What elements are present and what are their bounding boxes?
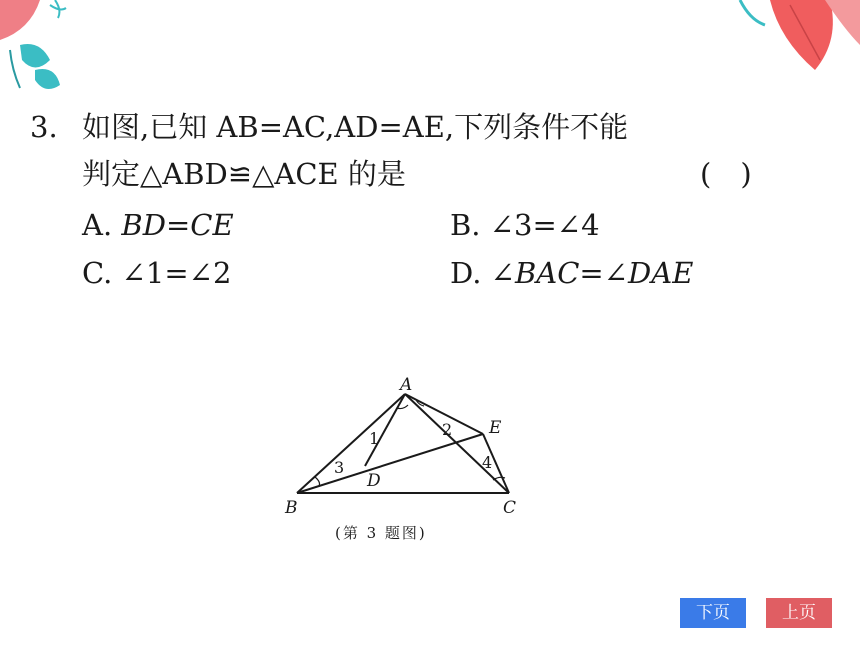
label-point-a: A <box>400 375 413 395</box>
option-b-text: ∠3=∠4 <box>489 208 600 242</box>
label-point-b: B <box>285 498 298 518</box>
label-angle-4: 4 <box>482 453 493 472</box>
leaf-decoration-top-right <box>730 0 860 75</box>
figure-caption: (第 3 题图) <box>335 524 427 542</box>
label-angle-2: 2 <box>442 420 453 439</box>
previous-page-button[interactable]: 上页 <box>766 598 832 628</box>
option-a-text: BD=CE <box>121 208 234 242</box>
segment-ab <box>297 394 405 493</box>
option-b <box>450 208 600 242</box>
segment-ac <box>405 394 509 493</box>
label-angle-3: 3 <box>334 458 345 477</box>
label-point-d: D <box>367 471 381 491</box>
answer-blank: ( ) <box>700 157 752 191</box>
option-c <box>82 256 231 290</box>
triangle-figure <box>275 372 535 522</box>
question-text-line1: 如图,已知 AB=AC,AD=AE,下列条件不能 <box>82 110 629 144</box>
label-angle-1: 1 <box>369 429 380 448</box>
segment-be <box>297 434 483 493</box>
option-b-letter: B. <box>450 208 481 242</box>
leaf-decoration-top-left <box>0 0 80 95</box>
next-page-button[interactable]: 下页 <box>680 598 746 628</box>
option-d-text: ∠BAC=∠DAE <box>490 256 694 290</box>
label-point-e: E <box>489 418 502 438</box>
question-text-line2: 判定△ABD≌△ACE 的是 <box>82 157 406 191</box>
label-point-c: C <box>503 498 517 518</box>
option-d-letter: D. <box>450 256 482 290</box>
option-a <box>82 208 234 242</box>
option-a-letter: A. <box>82 208 113 242</box>
option-d <box>450 256 693 290</box>
option-c-letter: C. <box>82 256 113 290</box>
option-c-text: ∠1=∠2 <box>121 256 232 290</box>
angle-arc-3 <box>315 477 320 486</box>
question-number: 3. <box>30 110 58 144</box>
